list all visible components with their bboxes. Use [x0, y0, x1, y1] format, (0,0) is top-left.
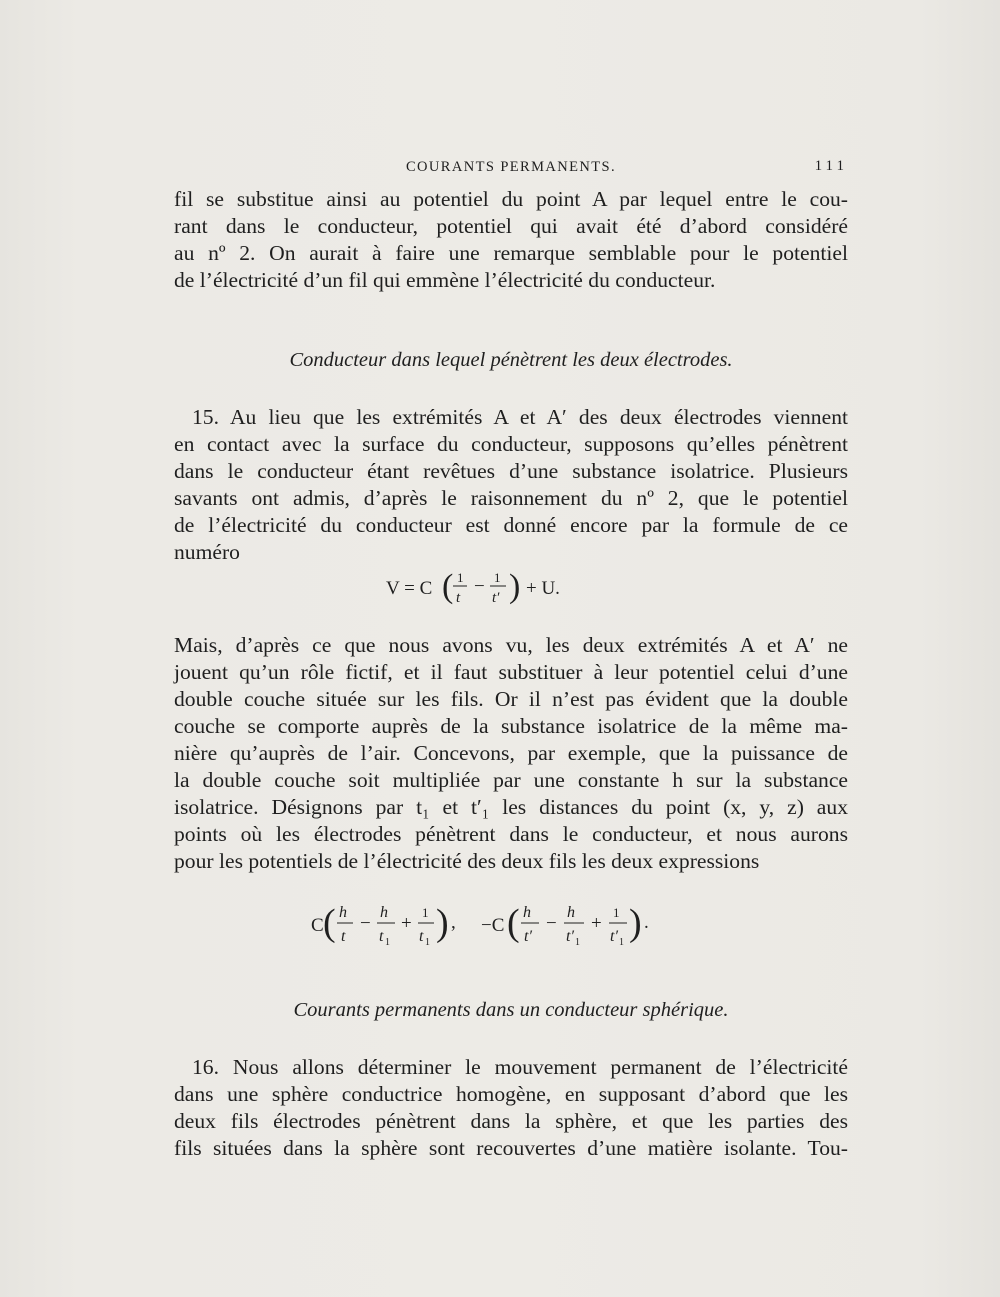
svg-text:t: t: [379, 928, 384, 945]
svg-text:): ): [436, 902, 449, 944]
svg-text:1: 1: [422, 905, 429, 920]
svg-text:): ): [509, 568, 521, 605]
text-line: dans une sphère conductrice homogène, en supposant d’abord que les: [174, 1082, 848, 1106]
text-line: fil se substitue ainsi au potentiel du point A par lequel entre le cou-: [174, 187, 848, 211]
svg-text:+ U.: + U.: [526, 578, 560, 599]
text-line: 16. Nous allons déterminer le mouvement permanent de l’électricité: [192, 1055, 848, 1079]
svg-text:1: 1: [494, 570, 501, 585]
svg-text:1: 1: [613, 905, 620, 920]
svg-text:1: 1: [385, 937, 390, 948]
text-line: fils situées dans la sphère sont recouvertes d’une matière isolante. Tou-: [174, 1136, 848, 1160]
svg-text:t′: t′: [492, 590, 500, 606]
svg-text:−: −: [474, 576, 485, 597]
formula-wire-potentials: [174, 898, 848, 960]
svg-text:−: −: [546, 913, 557, 934]
text-line: nière qu’auprès de l’air. Concevons, par exemple, que la puissance de: [174, 741, 848, 765]
formula-potential-graphic: [386, 564, 636, 610]
text-line: au nº 2. On aurait à faire une remarque semblable pour le potentiel: [174, 241, 848, 265]
svg-text:t′: t′: [610, 928, 618, 945]
svg-text:(: (: [323, 902, 336, 944]
text-line: la double couche soit multipliée par une constante h sur la substance: [174, 768, 848, 792]
svg-text:C: C: [311, 915, 324, 936]
svg-text:1: 1: [575, 937, 580, 948]
paragraph-15: [174, 404, 848, 566]
paragraph-continuation-2: [174, 632, 848, 875]
svg-text:t: t: [419, 928, 424, 945]
svg-text:+: +: [401, 913, 412, 934]
text-line: deux fils électrodes pénètrent dans la sphère, et que les parties des: [174, 1109, 848, 1133]
svg-text:,: ,: [451, 912, 456, 933]
svg-text:V = C: V = C: [386, 578, 433, 599]
svg-text:h: h: [523, 904, 531, 921]
section-title: Conducteur dans lequel pénètrent les deux électrodes.: [289, 349, 733, 371]
text-line: dans le conducteur étant revêtues d’une substance isolatrice. Plusieurs: [174, 459, 848, 483]
svg-text:.: .: [644, 912, 649, 933]
section-title: Courants permanents dans un conducteur sphérique.: [293, 999, 729, 1021]
text-line: couche se comporte auprès de la substance isolatrice de la même ma-: [174, 714, 848, 738]
text-line: Mais, d’après ce que nous avons vu, les deux extrémités A et A′ ne: [174, 633, 848, 657]
svg-text:(: (: [442, 568, 454, 605]
svg-text:t′: t′: [566, 928, 574, 945]
svg-text:): ): [629, 902, 642, 944]
svg-text:−: −: [360, 913, 371, 934]
text-line: pour les potentiels de l’électricité des deux fils les deux expressions: [174, 849, 760, 873]
svg-text:(: (: [507, 902, 520, 944]
svg-text:1: 1: [619, 937, 624, 948]
text-line: jouent qu’un rôle fictif, et il faut substituer à leur potentiel celui d’une: [174, 660, 848, 684]
svg-text:t′: t′: [524, 928, 532, 945]
svg-text:1: 1: [425, 937, 430, 948]
page-number: 111: [814, 158, 848, 174]
running-head: COURANTS PERMANENTS.: [405, 159, 617, 175]
svg-text:h: h: [380, 904, 388, 921]
svg-text:+: +: [591, 913, 602, 934]
svg-text:t: t: [456, 590, 461, 606]
paragraph-16: [174, 1054, 848, 1162]
text-line: numéro: [174, 540, 240, 564]
text-line: de l’électricité du conducteur est donné encore par la formule de ce: [174, 513, 848, 537]
text-line: isolatrice. Désignons par t₁ et t′₁ les distances du point (x, y, z) aux: [174, 795, 848, 819]
svg-text:−C: −C: [481, 915, 505, 936]
svg-text:t: t: [341, 928, 346, 945]
formula-potential: [174, 564, 848, 616]
formula-wire-potentials-graphic: [311, 898, 711, 954]
text-line: savants ont admis, d’après le raisonnement du nº 2, que le potentiel: [174, 486, 848, 510]
svg-text:h: h: [339, 904, 347, 921]
text-line: double couche située sur les fils. Or il n’est pas évident que la double: [174, 687, 848, 711]
text-line: points où les électrodes pénètrent dans le conducteur, et nous aurons: [174, 822, 848, 846]
text-line: de l’électricité d’un fil qui emmène l’électricité du conducteur.: [174, 268, 716, 292]
svg-text:h: h: [567, 904, 575, 921]
paragraph-continuation: [174, 186, 848, 294]
text-line: en contact avec la surface du conducteur, supposons qu’elles pénètrent: [174, 432, 848, 456]
text-line: 15. Au lieu que les extrémités A et A′ des deux électrodes viennent: [192, 405, 848, 429]
svg-text:1: 1: [457, 570, 464, 585]
page-header: [174, 156, 848, 180]
text-line: rant dans le conducteur, potentiel qui avait été d’abord considéré: [174, 214, 848, 238]
